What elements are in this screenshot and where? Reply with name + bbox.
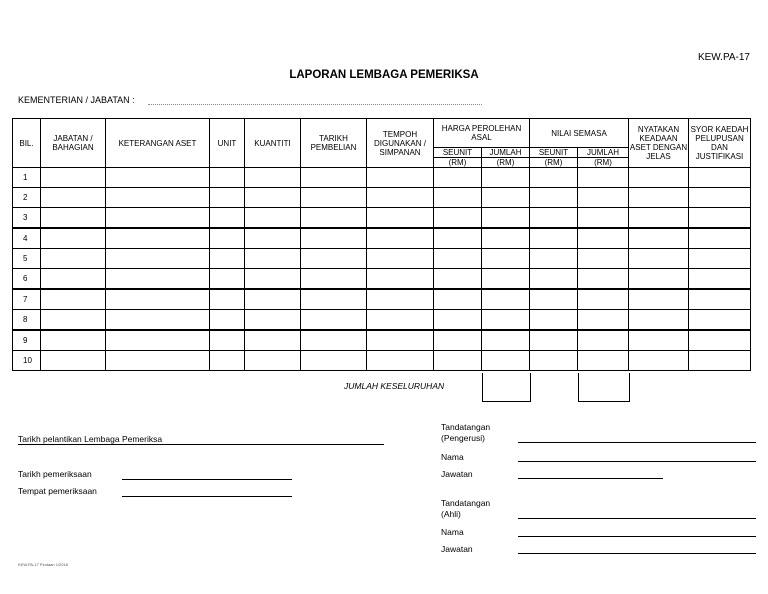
table-cell[interactable] bbox=[434, 168, 482, 188]
table-cell[interactable] bbox=[689, 208, 751, 229]
nama-ahli-line[interactable] bbox=[518, 536, 756, 537]
table-cell[interactable] bbox=[245, 168, 301, 188]
header-tempoh: TEMPOH DIGUNAKAN / SIMPANAN bbox=[367, 119, 434, 168]
table-cell[interactable] bbox=[210, 269, 245, 290]
table-cell[interactable] bbox=[245, 310, 301, 331]
form-code: KEW.PA-17 bbox=[697, 52, 750, 63]
table-cell[interactable] bbox=[41, 208, 106, 229]
table-cell[interactable] bbox=[482, 228, 530, 249]
table-cell[interactable] bbox=[301, 168, 367, 188]
table-cell[interactable] bbox=[629, 188, 689, 208]
table-cell[interactable] bbox=[245, 188, 301, 208]
table-cell[interactable] bbox=[106, 228, 210, 249]
total-label: JUMLAH KESELURUHAN bbox=[344, 381, 445, 391]
row-number: 4 bbox=[13, 228, 41, 249]
table-cell[interactable] bbox=[530, 310, 578, 331]
table-cell[interactable] bbox=[482, 168, 530, 188]
table-cell[interactable] bbox=[245, 351, 301, 371]
table-cell[interactable] bbox=[367, 269, 434, 290]
table-cell[interactable] bbox=[41, 310, 106, 331]
table-cell[interactable] bbox=[41, 351, 106, 371]
ministry-label: KEMENTERIAN / JABATAN : bbox=[18, 95, 135, 105]
table-cell[interactable] bbox=[41, 168, 106, 188]
total-harga-jumlah-cell[interactable] bbox=[482, 373, 531, 402]
table-cell[interactable] bbox=[530, 208, 578, 229]
table-cell[interactable] bbox=[629, 228, 689, 249]
jawatan-pengerusi-line[interactable] bbox=[518, 478, 663, 479]
table-cell[interactable] bbox=[301, 310, 367, 331]
header-nilai: NILAI SEMASA bbox=[530, 119, 629, 148]
table-cell[interactable] bbox=[301, 351, 367, 371]
table-cell[interactable] bbox=[434, 310, 482, 331]
table-cell[interactable] bbox=[578, 289, 629, 310]
table-cell[interactable] bbox=[689, 289, 751, 310]
table-cell[interactable] bbox=[367, 289, 434, 310]
row-number: 8 bbox=[13, 310, 41, 331]
table-cell[interactable] bbox=[367, 228, 434, 249]
table-cell[interactable] bbox=[629, 249, 689, 269]
header-syor: SYOR KAEDAH PELUPUSAN DAN JUSTIFIKASI bbox=[689, 119, 751, 168]
table-cell[interactable] bbox=[629, 269, 689, 290]
table-cell[interactable] bbox=[210, 330, 245, 351]
table-cell[interactable] bbox=[41, 269, 106, 290]
table-cell[interactable] bbox=[106, 351, 210, 371]
table-cell[interactable] bbox=[689, 310, 751, 331]
table-cell[interactable] bbox=[689, 249, 751, 269]
table-cell[interactable] bbox=[530, 289, 578, 310]
tandatangan-ahli-line[interactable] bbox=[518, 518, 756, 519]
table-cell[interactable] bbox=[301, 289, 367, 310]
table-cell[interactable] bbox=[434, 351, 482, 371]
table-cell[interactable] bbox=[578, 269, 629, 290]
tandatangan-ahli-label: Tandatangan bbox=[441, 498, 491, 508]
row-number: 1 bbox=[13, 168, 41, 188]
jawatan-ahli-line[interactable] bbox=[518, 553, 756, 554]
header-bil: BIL. bbox=[13, 119, 41, 168]
table-cell[interactable] bbox=[245, 330, 301, 351]
footer-note: KEW.PA-17 Pindaan 1/2018 bbox=[18, 562, 68, 567]
tarikh-pemeriksaan-line[interactable] bbox=[122, 479, 292, 480]
table-cell[interactable] bbox=[482, 289, 530, 310]
tandatangan-pengerusi-label: Tandatangan bbox=[441, 422, 491, 432]
tarikh-pelantikan-line[interactable] bbox=[18, 444, 384, 445]
ahli-label: (Ahli) bbox=[441, 509, 461, 519]
table-cell[interactable] bbox=[434, 269, 482, 290]
header-kuantiti: KUANTITI bbox=[245, 119, 301, 168]
tempat-pemeriksaan-label: Tempat pemeriksaan bbox=[18, 486, 97, 496]
table-cell[interactable] bbox=[482, 330, 530, 351]
tarikh-pelantikan-label: Tarikh pelantikan Lembaga Pemeriksa bbox=[18, 434, 163, 444]
table-row bbox=[13, 351, 751, 371]
table-cell[interactable] bbox=[689, 188, 751, 208]
table-cell[interactable] bbox=[210, 351, 245, 371]
table-cell[interactable] bbox=[482, 351, 530, 371]
table-cell[interactable] bbox=[434, 208, 482, 229]
table-cell[interactable] bbox=[578, 228, 629, 249]
table-cell[interactable] bbox=[301, 188, 367, 208]
table-cell[interactable] bbox=[578, 208, 629, 229]
table-cell[interactable] bbox=[41, 330, 106, 351]
table-cell[interactable] bbox=[530, 188, 578, 208]
table-cell[interactable] bbox=[578, 330, 629, 351]
table-cell[interactable] bbox=[629, 351, 689, 371]
table-cell[interactable] bbox=[210, 289, 245, 310]
header-nilai-jumlah: JUMLAH bbox=[578, 148, 629, 158]
table-cell[interactable] bbox=[301, 228, 367, 249]
table-cell[interactable] bbox=[530, 228, 578, 249]
header-harga: HARGA PEROLEHAN ASAL bbox=[434, 119, 530, 148]
table-cell[interactable] bbox=[106, 188, 210, 208]
table-cell[interactable] bbox=[245, 228, 301, 249]
table-cell[interactable] bbox=[482, 310, 530, 331]
table-cell[interactable] bbox=[482, 249, 530, 269]
row-number: 2 bbox=[13, 188, 41, 208]
table-cell[interactable] bbox=[578, 310, 629, 331]
ministry-input-line[interactable] bbox=[148, 104, 482, 105]
table-cell[interactable] bbox=[689, 168, 751, 188]
tempat-pemeriksaan-line[interactable] bbox=[122, 496, 292, 497]
table-cell[interactable] bbox=[482, 188, 530, 208]
table-cell[interactable] bbox=[301, 208, 367, 229]
table-cell[interactable] bbox=[106, 208, 210, 229]
header-rm: (RM) bbox=[530, 158, 578, 168]
table-cell[interactable] bbox=[106, 310, 210, 331]
table-row bbox=[13, 188, 751, 208]
table-cell[interactable] bbox=[106, 249, 210, 269]
header-rm: (RM) bbox=[578, 158, 629, 168]
table-cell[interactable] bbox=[367, 351, 434, 371]
table-cell[interactable] bbox=[301, 330, 367, 351]
table-cell[interactable] bbox=[106, 330, 210, 351]
table-cell[interactable] bbox=[689, 228, 751, 249]
table-cell[interactable] bbox=[367, 188, 434, 208]
table-cell[interactable] bbox=[245, 269, 301, 290]
table-row bbox=[13, 208, 751, 229]
table-cell[interactable] bbox=[434, 188, 482, 208]
table-cell[interactable] bbox=[41, 289, 106, 310]
table-cell[interactable] bbox=[578, 351, 629, 371]
nama-ahli-label: Nama bbox=[441, 527, 464, 537]
table-cell[interactable] bbox=[434, 249, 482, 269]
header-tarikh: TARIKH PEMBELIAN bbox=[301, 119, 367, 168]
table-cell[interactable] bbox=[367, 310, 434, 331]
table-cell[interactable] bbox=[629, 289, 689, 310]
header-rm: (RM) bbox=[434, 158, 482, 168]
table-cell[interactable] bbox=[629, 168, 689, 188]
tandatangan-pengerusi-line[interactable] bbox=[518, 442, 756, 443]
row-number: 10 bbox=[13, 351, 41, 371]
table-cell[interactable] bbox=[578, 168, 629, 188]
table-cell[interactable] bbox=[530, 269, 578, 290]
row-number: 5 bbox=[13, 249, 41, 269]
table-cell[interactable] bbox=[210, 249, 245, 269]
table-cell[interactable] bbox=[106, 289, 210, 310]
nama-pengerusi-label: Nama bbox=[441, 452, 464, 462]
table-row bbox=[13, 168, 751, 188]
table-cell[interactable] bbox=[210, 188, 245, 208]
table-cell[interactable] bbox=[530, 330, 578, 351]
header-nyatakan: NYATAKAN KEADAAN ASET DENGAN JELAS bbox=[629, 119, 689, 168]
table-cell[interactable] bbox=[210, 228, 245, 249]
row-number: 3 bbox=[13, 208, 41, 229]
table-cell[interactable] bbox=[210, 310, 245, 331]
table-row bbox=[13, 310, 751, 331]
row-number: 6 bbox=[13, 269, 41, 290]
table-cell[interactable] bbox=[301, 249, 367, 269]
table-cell[interactable] bbox=[301, 269, 367, 290]
table-cell[interactable] bbox=[106, 269, 210, 290]
table-cell[interactable] bbox=[530, 168, 578, 188]
header-rm: (RM) bbox=[482, 158, 530, 168]
nama-pengerusi-line[interactable] bbox=[518, 461, 756, 462]
table-cell[interactable] bbox=[689, 351, 751, 371]
table-row bbox=[13, 249, 751, 269]
table-cell[interactable] bbox=[367, 249, 434, 269]
header-unit: UNIT bbox=[210, 119, 245, 168]
table-row bbox=[13, 228, 751, 249]
pengerusi-label: (Pengerusi) bbox=[441, 433, 485, 443]
table-cell[interactable] bbox=[482, 269, 530, 290]
table-cell[interactable] bbox=[367, 208, 434, 229]
table-row bbox=[13, 289, 751, 310]
table-cell[interactable] bbox=[629, 208, 689, 229]
form-title: LAPORAN LEMBAGA PEMERIKSA bbox=[289, 69, 479, 81]
table-cell[interactable] bbox=[434, 289, 482, 310]
table-cell[interactable] bbox=[530, 249, 578, 269]
jawatan-ahli-label: Jawatan bbox=[441, 544, 473, 554]
total-nilai-jumlah-cell[interactable] bbox=[578, 373, 630, 402]
header-harga-jumlah: JUMLAH bbox=[482, 148, 530, 158]
table-cell[interactable] bbox=[245, 289, 301, 310]
asset-table bbox=[12, 118, 751, 371]
table-cell[interactable] bbox=[530, 351, 578, 371]
table-cell[interactable] bbox=[367, 330, 434, 351]
table-cell[interactable] bbox=[210, 208, 245, 229]
table-cell[interactable] bbox=[41, 188, 106, 208]
jawatan-pengerusi-label: Jawatan bbox=[441, 469, 473, 479]
table-cell[interactable] bbox=[41, 228, 106, 249]
table-cell[interactable] bbox=[689, 330, 751, 351]
table-row bbox=[13, 330, 751, 351]
table-cell[interactable] bbox=[434, 228, 482, 249]
table-cell[interactable] bbox=[434, 330, 482, 351]
header-nilai-seunit: SEUNIT bbox=[530, 148, 578, 158]
table-cell[interactable] bbox=[210, 168, 245, 188]
row-number: 7 bbox=[13, 289, 41, 310]
table-cell[interactable] bbox=[689, 269, 751, 290]
table-cell[interactable] bbox=[245, 208, 301, 229]
table-cell[interactable] bbox=[106, 168, 210, 188]
table-cell[interactable] bbox=[629, 330, 689, 351]
header-keterangan: KETERANGAN ASET bbox=[106, 119, 210, 168]
tarikh-pemeriksaan-label: Tarikh pemeriksaan bbox=[18, 469, 92, 479]
table-cell[interactable] bbox=[578, 188, 629, 208]
table-cell[interactable] bbox=[482, 208, 530, 229]
row-number: 9 bbox=[13, 330, 41, 351]
header-harga-seunit: SEUNIT bbox=[434, 148, 482, 158]
table-row bbox=[13, 269, 751, 290]
table-cell[interactable] bbox=[629, 310, 689, 331]
table-cell[interactable] bbox=[367, 168, 434, 188]
header-jabatan: JABATAN / BAHAGIAN bbox=[41, 119, 106, 168]
table-cell[interactable] bbox=[578, 249, 629, 269]
table-cell[interactable] bbox=[41, 249, 106, 269]
table-cell[interactable] bbox=[245, 249, 301, 269]
